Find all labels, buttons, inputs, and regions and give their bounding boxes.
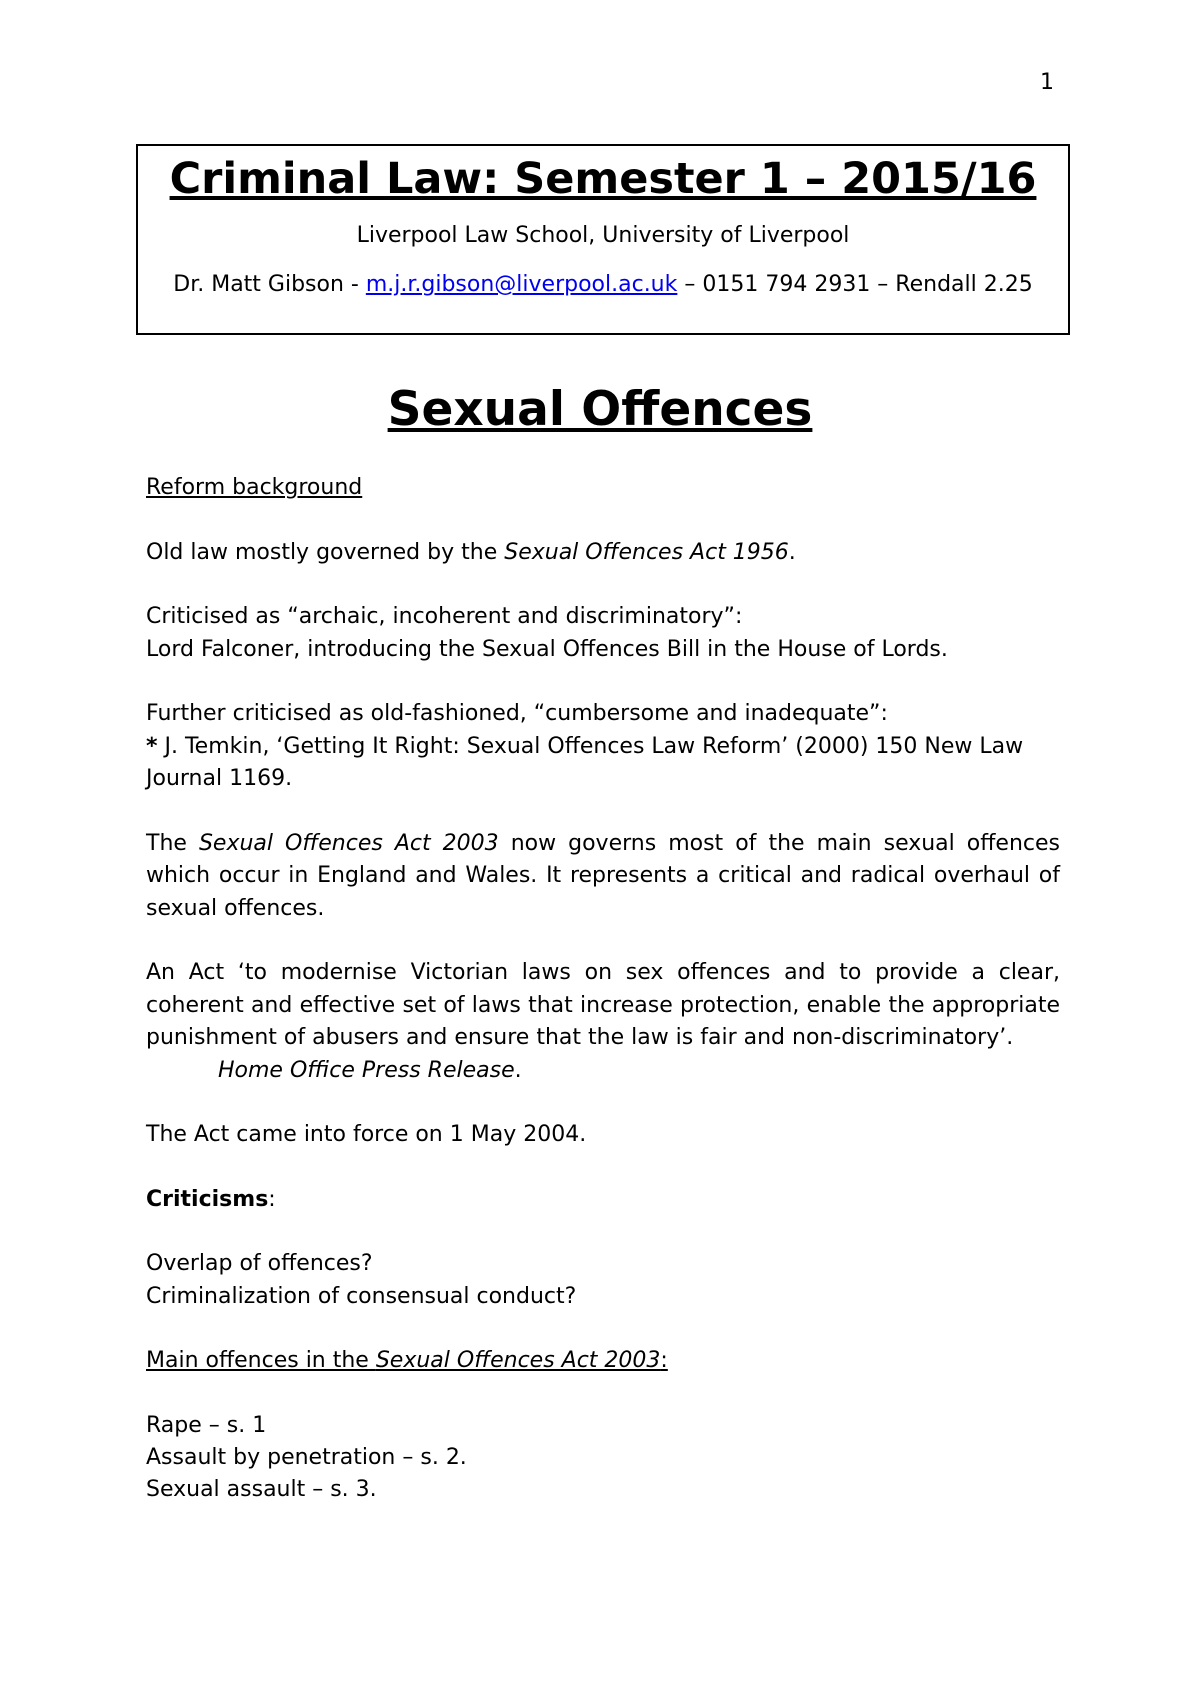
main-offences-suffix: :: [660, 1348, 668, 1373]
aim-source-line: [146, 1058, 522, 1083]
aim-quote: An Act ‘to modernise Victorian laws on sex offences and to provide a clear, coherent and effective set of laws that increase protection, enable the appropriate punishment of abusers and ensure that the law is fair and non-discriminatory’.: [146, 960, 1060, 1050]
criticisms-heading-text: Criticisms: [146, 1186, 269, 1212]
contact-details: – 0151 794 2931 – Rendall 2.25: [677, 272, 1033, 297]
old-law-act: Sexual Offences Act 1956: [504, 539, 789, 565]
in-force-paragraph: The Act came into force on 1 May 2004.: [146, 1122, 587, 1147]
criticised-line-1: Criticised as “archaic, incoherent and discriminatory”:: [146, 604, 743, 629]
offence-item: Rape – s. 1: [146, 1412, 267, 1438]
star-marker: *: [146, 733, 158, 759]
criticisms-heading: [146, 1184, 1060, 1217]
contact-line: [138, 270, 1068, 299]
old-law-paragraph: [146, 537, 1060, 570]
act-description: now governs most of the main sexual offences which occur in England and Wales. It represents a critical and radical overhaul of sexual offences.: [146, 830, 1060, 921]
further-line-2: J. Temkin, ‘Getting It Right: Sexual Offences Law Reform’ (2000) 150 New Law Journal 1169.: [146, 733, 1024, 791]
criticised-paragraph: [146, 601, 1060, 666]
further-criticism-paragraph: [146, 698, 1060, 796]
old-law-suffix: .: [788, 539, 796, 565]
email-link[interactable]: m.j.r.gibson@liverpool.ac.uk: [365, 272, 678, 297]
reform-heading-text: Reform background: [146, 475, 363, 500]
main-offences-act: Sexual Offences Act 2003: [375, 1348, 661, 1373]
criticisms-heading-suffix: :: [268, 1186, 276, 1212]
main-offences-heading: [146, 1345, 1060, 1378]
criticisms-list: [146, 1248, 1060, 1313]
old-law-prefix: Old law mostly governed by the: [146, 539, 505, 565]
header-box: [136, 144, 1070, 335]
institution: Liverpool Law School, University of Liverpool: [356, 223, 850, 248]
reform-heading: [146, 472, 1060, 505]
aim-source-suffix: .: [514, 1057, 522, 1083]
offence-item: Sexual assault – s. 3.: [146, 1476, 377, 1502]
act-paragraph: [146, 828, 1060, 926]
page-number: 1: [1040, 70, 1054, 95]
act-name: Sexual Offences Act 2003: [198, 830, 499, 856]
criticism-item: Overlap of offences?: [146, 1251, 373, 1276]
body-text: [146, 472, 1060, 1538]
offence-item: Assault by penetration – s. 2.: [146, 1444, 467, 1470]
main-offences-list: [146, 1410, 1060, 1506]
criticism-item: Criminalization of consensual conduct?: [146, 1283, 577, 1309]
document-title: Sexual Offences: [387, 382, 813, 437]
contact-name: Dr. Matt Gibson -: [173, 272, 366, 297]
main-offences-prefix: Main offences in the: [146, 1348, 376, 1373]
aim-source: Home Office Press Release: [218, 1057, 515, 1083]
course-title: Criminal Law: Semester 1 – 2015/16: [169, 154, 1037, 204]
further-line-1: Further criticised as old-fashioned, “cumbersome and inadequate”:: [146, 701, 888, 726]
aim-paragraph: [146, 957, 1060, 1087]
criticised-line-2: Lord Falconer, introducing the Sexual Offences Bill in the House of Lords.: [146, 636, 948, 662]
act-prefix: The: [146, 830, 199, 856]
